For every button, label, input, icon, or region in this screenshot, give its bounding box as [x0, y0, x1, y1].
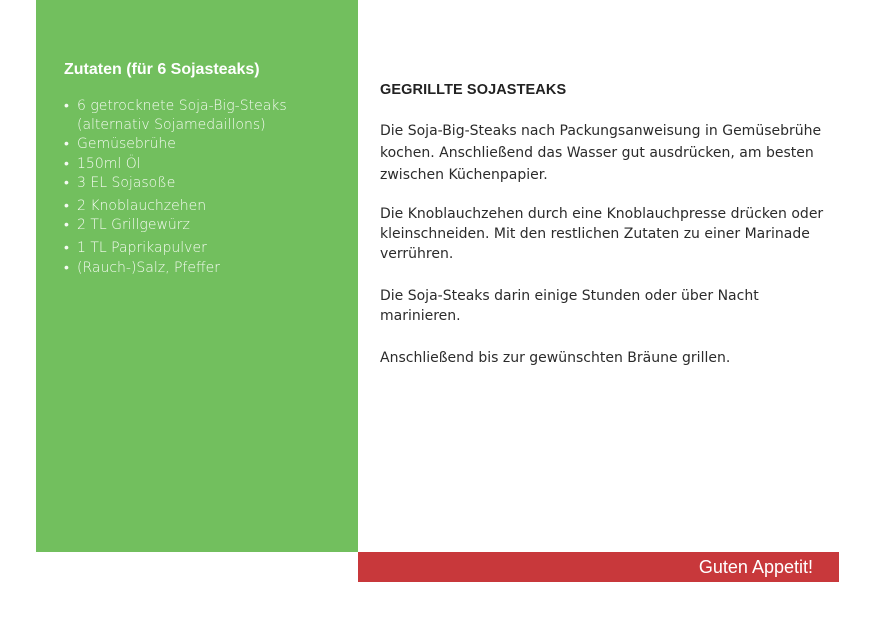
ingredient-label: (alternativ Sojamedaillons) [77, 117, 266, 134]
ingredient-item [64, 174, 358, 193]
ingredients-list [64, 97, 358, 278]
ingredient-label: 2 TL Grillgewürz [77, 217, 190, 234]
bullet-icon: • [64, 174, 69, 191]
ingredient-item [64, 97, 358, 116]
instruction-paragraph: Die Soja-Big-Steaks nach Packungsanweisung in Gemüsebrühe kochen. Anschließend das Wasser gut ausdrücken, am besten zwischen Küchenpapier. [380, 123, 822, 183]
recipe-instructions [380, 80, 840, 368]
recipe-title: GEGRILLTE SOJASTEAKS [380, 82, 567, 98]
ingredient-item [64, 216, 358, 235]
ingredient-item [64, 259, 358, 278]
bullet-icon: • [64, 198, 69, 215]
footer-banner [358, 552, 839, 582]
ingredient-label: 3 EL Sojasoße [77, 174, 176, 191]
ingredient-label: 1 TL Paprikapulver [77, 240, 207, 257]
ingredient-label: 6 getrocknete Soja-Big-Steaks [77, 98, 287, 114]
ingredients-title: Zutaten (für 6 Sojasteaks) [64, 61, 260, 78]
ingredient-item [64, 197, 358, 216]
instruction-paragraph: Anschließend bis zur gewünschten Bräune grillen. [380, 350, 731, 366]
bullet-icon: • [64, 98, 69, 114]
ingredient-item-note [64, 116, 358, 135]
bullet-icon: • [64, 155, 69, 172]
instruction-paragraph: Die Knoblauchzehen durch eine Knoblauchpresse drücken oder kleinschneiden. Mit den restlichen Zutaten zu einer Marinade verrühren. [380, 206, 824, 262]
ingredient-label: Gemüsebrühe [77, 136, 176, 153]
ingredient-item [64, 135, 358, 154]
ingredient-label: 2 Knoblauchzehen [77, 198, 207, 215]
ingredient-label: 150ml Öl [77, 155, 141, 172]
ingredient-label: (Rauch-)Salz, Pfeffer [77, 259, 221, 276]
instruction-paragraph: Die Soja-Steaks darin einige Stunden oder über Nacht marinieren. [380, 288, 759, 324]
footer-text: Guten Appetit! [698, 557, 813, 577]
ingredients-panel [36, 0, 358, 552]
bullet-icon: • [64, 217, 69, 234]
bullet-icon: • [64, 240, 69, 257]
bullet-icon: • [64, 136, 69, 153]
bullet-icon: • [64, 259, 69, 276]
ingredient-item [64, 155, 358, 174]
ingredient-item [64, 239, 358, 258]
